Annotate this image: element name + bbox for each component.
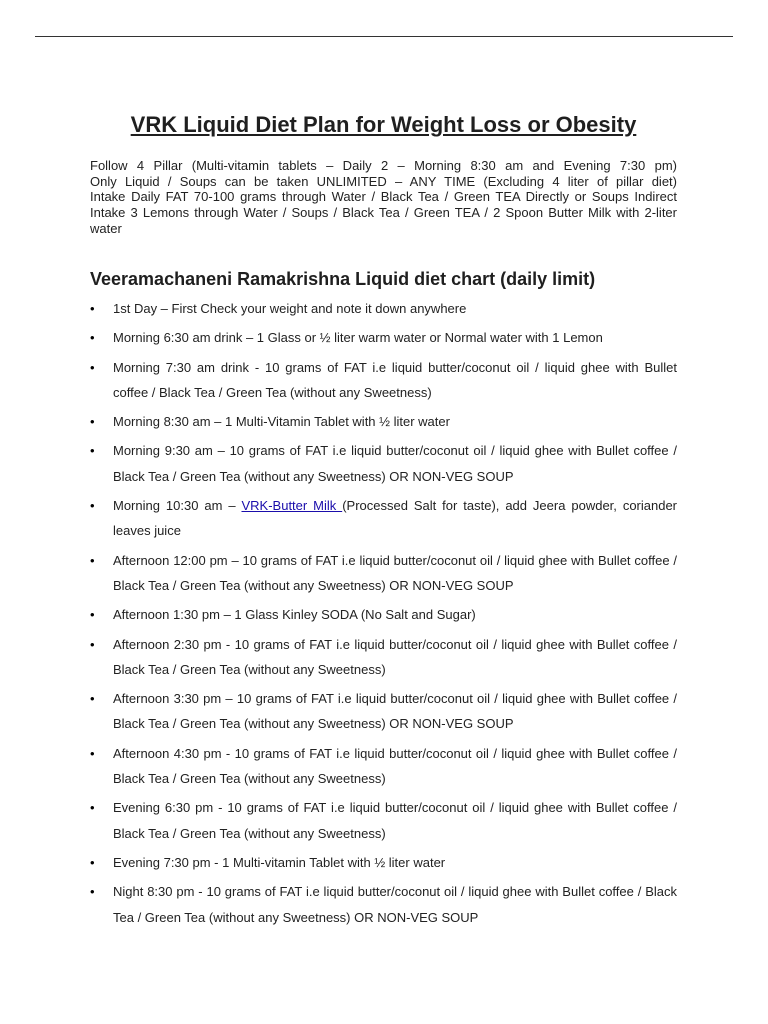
list-item-text: 1st Day – First Check your weight and note it down anywhere: [113, 301, 467, 316]
list-item-text: Morning 9:30 am – 10 grams of FAT i.e liquid butter/coconut oil / liquid ghee with Bullet coffee / Black Tea / Green Tea (without any Sweetness) OR NON-VEG SOUP: [113, 443, 677, 484]
bullet-icon: •: [90, 745, 95, 761]
bullet-icon: •: [90, 414, 95, 430]
diet-chart-list: [90, 296, 677, 934]
intro-line: water: [90, 220, 122, 236]
list-item-text: Afternoon 2:30 pm - 10 grams of FAT i.e liquid butter/coconut oil / liquid ghee with Bullet coffee / Black Tea / Green Tea (without any Sweetness): [113, 636, 677, 677]
bullet-icon: •: [90, 301, 95, 316]
list-item: [90, 438, 677, 489]
section-heading: Veeramachaneni Ramakrishna Liquid diet chart (daily limit): [90, 269, 596, 289]
list-item-text: Night 8:30 pm - 10 grams of FAT i.e liquid butter/coconut oil / liquid ghee with Bullet coffee / Black Tea / Green Tea (without any Sweetness) OR NON-VEG SOUP: [113, 884, 677, 925]
bullet-icon: •: [90, 443, 95, 459]
bullet-icon: •: [90, 636, 95, 652]
bullet-icon: •: [90, 691, 95, 707]
list-item: [90, 493, 677, 544]
list-item: [90, 879, 677, 930]
list-item: [90, 686, 677, 737]
list-item-text-before-link: Morning 10:30 am –: [113, 498, 242, 514]
bullet-icon: •: [90, 498, 95, 514]
bullet-icon: •: [90, 884, 95, 900]
intro-line: Only Liquid / Soups can be taken UNLIMITED – ANY TIME (Excluding 4 liter of pillar diet): [90, 173, 677, 189]
vrk-butter-milk-link[interactable]: VRK-Butter Milk: [241, 498, 343, 514]
bullet-icon: •: [90, 330, 95, 346]
list-item-text: Morning 8:30 am – 1 Multi-Vitamin Tablet with ½ liter water: [113, 414, 450, 430]
list-item: [90, 325, 677, 350]
list-item: [90, 632, 677, 683]
bullet-icon: •: [90, 800, 95, 816]
list-item-text: Afternoon 4:30 pm - 10 grams of FAT i.e liquid butter/coconut oil / liquid ghee with Bullet coffee / Black Tea / Green Tea (without any Sweetness): [113, 745, 677, 787]
list-item: [90, 741, 677, 792]
list-item-text: Evening 7:30 pm - 1 Multi-vitamin Tablet with ½ liter water: [113, 854, 446, 870]
list-item-text: Morning 6:30 am drink – 1 Glass or ½ liter warm water or Normal water with 1 Lemon: [113, 330, 603, 346]
list-item-text: Evening 6:30 pm - 10 grams of FAT i.e liquid butter/coconut oil / liquid ghee with Bullet coffee / Black Tea / Green Tea (without any Sweetness): [113, 800, 677, 841]
list-item-text: Afternoon 1:30 pm – 1 Glass Kinley SODA (No Salt and Sugar): [113, 607, 476, 623]
list-item: [90, 850, 677, 875]
bullet-icon: •: [90, 607, 95, 623]
intro-line: Follow 4 Pillar (Multi-vitamin tablets – Daily 2 – Morning 8:30 am and Evening 7:30 pm): [90, 158, 677, 173]
bullet-icon: •: [90, 854, 95, 870]
list-item-text: Afternoon 3:30 pm – 10 grams of FAT i.e liquid butter/coconut oil / liquid ghee with Bullet coffee / Black Tea / Green Tea (without any Sweetness) OR NON-VEG SOUP: [113, 691, 677, 732]
list-item: [90, 409, 677, 434]
list-item-text: Afternoon 12:00 pm – 10 grams of FAT i.e liquid butter/coconut oil / liquid ghee with Bullet coffee / Black Tea / Green Tea (without any Sweetness) OR NON-VEG SOUP: [113, 552, 677, 593]
list-item-text-after-link: (Processed Salt for taste), add Jeera powder, coriander leaves juice: [113, 498, 678, 539]
document-title: VRK Liquid Diet Plan for Weight Loss or Obesity: [130, 112, 637, 137]
list-item: [90, 602, 677, 627]
list-item: [90, 548, 677, 599]
bullet-icon: •: [90, 552, 95, 568]
intro-paragraph: [90, 158, 677, 237]
list-item: [90, 355, 677, 406]
list-item-text: Morning 7:30 am drink - 10 grams of FAT i.e liquid butter/coconut oil / liquid ghee with Bullet coffee / Black Tea / Green Tea (without any Sweetness): [113, 359, 677, 400]
intro-line: Intake 3 Lemons through Water / Soups / Black Tea / Green TEA / 2 Spoon Butter Milk with 2-liter: [90, 205, 677, 221]
bullet-icon: •: [90, 359, 95, 375]
list-item: [90, 795, 677, 846]
top-divider: [35, 36, 733, 37]
intro-line: Intake Daily FAT 70-100 grams through Water / Black Tea / Green TEA Directly or Soups Indirect: [90, 189, 677, 205]
list-item: [90, 296, 677, 321]
